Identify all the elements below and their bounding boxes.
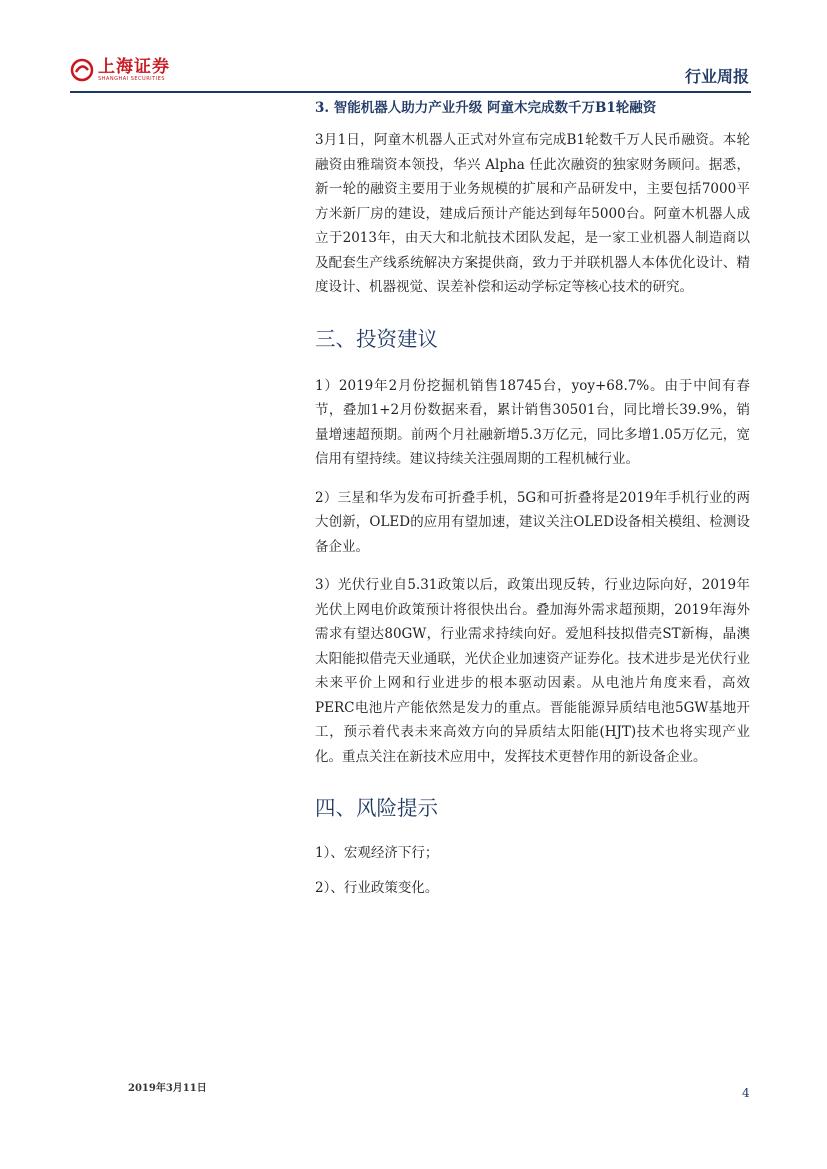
investment-item-1: 1）2019年2月份挖掘机销售18745台，yoy+68.7%。由于中间有春节，叠加1+2月份数据来看，累计销售30501台，同比增长39.9%，销量增速超预期。前两个月社融新增5.3万亿元，同比多增1.05万亿元，宽信用有望持续。建议持续关注强周期的工程机械行业。 bbox=[315, 377, 750, 467]
document-type-label: 行业周报 bbox=[684, 67, 749, 86]
company-logo bbox=[70, 58, 170, 82]
investment-heading: 三、投资建议 bbox=[315, 326, 438, 351]
logo-text-en: SHANGHAI SECURITIES bbox=[98, 76, 166, 82]
investment-item-3: 3）光伏行业自5.31政策以后，政策出现反转，行业边际向好，2019年光伏上网电价政策预计将很快出台。叠加海外需求超预期，2019年海外需求有望达80GW，行业需求持续向好。爱旭科技拟借壳ST新梅，晶澳太阳能拟借壳天业通联，光伏企业加速资产证券化。技术进步是光伏行业未来平价上网和行业进步的根本驱动因素。从电池片角度来看，高效PERC电池片产能依然是发力的重点。晋能能源异质结电池5GW基地开工，预示着代表未来高效方向的异质结太阳能(HJT)技术也将实现产业化。重点关注在新技术应用中，发挥技术更替作用的新设备企业。 bbox=[315, 577, 750, 765]
footer-date: 2019年3月11日 bbox=[128, 1083, 207, 1094]
risk-item-1: 1）、宏观经济下行； bbox=[315, 845, 439, 861]
page-body bbox=[315, 98, 750, 900]
risk-item-2: 2）、行业政策变化。 bbox=[315, 879, 439, 896]
subsection-paragraph: 3月1日，阿童木机器人正式对外宣布完成B1轮数千万人民币融资。本轮融资由雅瑞资本领投，华兴 Alpha 任此次融资的独家财务顾问。据悉，新一轮的融资主要用于业务规模的扩展和产品研发中，主要包括7000平方米新厂房的建设，建成后预计产能达到每年5000台。阿童木机器人成立于2013年，由天大和北航技术团队发起，是一家工业机器人制造商以及配套生产线系统解决方案提供商，致力于并联机器人本体优化设计、精度设计、机器视觉、误差补偿和运动学标定等核心技术的研究。 bbox=[315, 132, 750, 295]
page-number: 4 bbox=[742, 1086, 750, 1100]
investment-item-2: 2）三星和华为发布可折叠手机，5G和可折叠将是2019年手机行业的两大创新，OLED的应用有望加速，建议关注OLED设备相关模组、检测设备企业。 bbox=[315, 489, 750, 555]
page-header bbox=[0, 0, 827, 96]
subsection-heading: 3. 智能机器人助力产业升级 阿童木完成数千万B1轮融资 bbox=[315, 100, 657, 116]
risk-heading: 四、风险提示 bbox=[315, 796, 438, 820]
logo-emblem-icon bbox=[70, 58, 94, 82]
header-divider bbox=[70, 91, 751, 93]
logo-text-cn: 上海证券 bbox=[98, 57, 170, 77]
